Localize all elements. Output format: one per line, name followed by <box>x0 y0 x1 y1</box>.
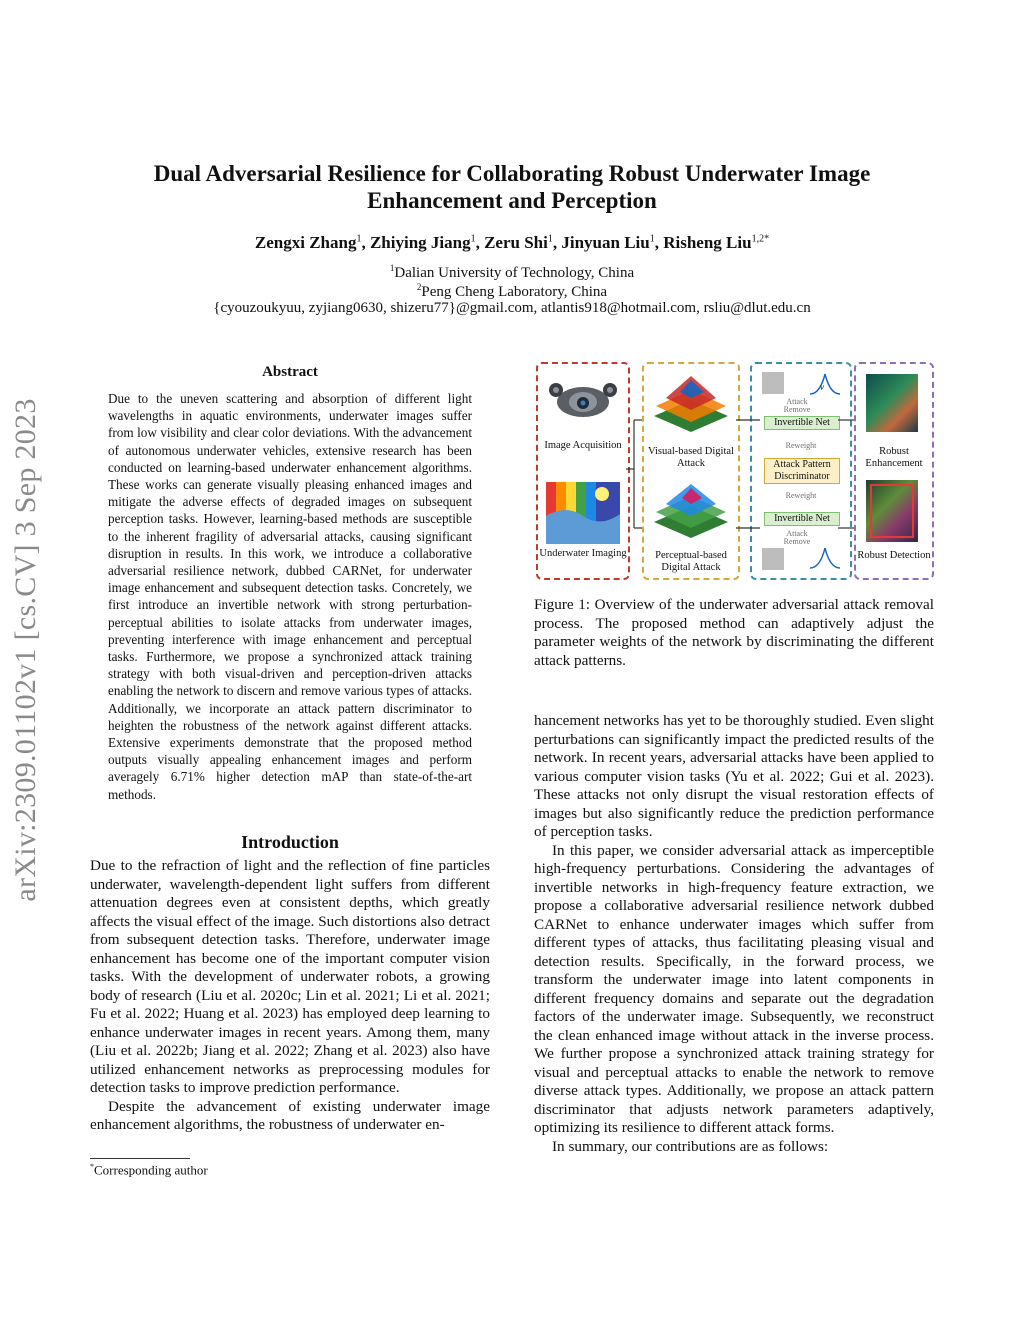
title-line-2: Enhancement and Perception <box>367 188 657 213</box>
abstract-body: Due to the uneven scattering and absorption of different light wavelengths in aquatic environments, underwater images suffer from low visibility and clear color deviations. With the advancement of autonomous underwater vehicles, extensive research has been conducted on learning-based underwater enhancement algorithms. These works can generate visually pleasing enhanced images and mitigate the adverse effects of degraded images on subsequent perception tasks. However, learning-based methods are susceptible to the inherent fragility of adversarial attacks, causing significant disruption in results. In this work, we introduce a collaborative adversarial resilience network, dubbed CARNet, for underwater image enhancement and subsequent detection tasks. Concretely, we first introduce an invertible network with strong perturbation-perceptual abilities to isolate attacks from underwater images, preventing interference with image enhancement and perceptual tasks. Furthermore, we propose a synchronized attack training strategy with both visual-driven and perception-driven attacks enabling the network to discern and remove various types of attacks. Additionally, we incorporate an attack pattern discriminator to heighten the robustness of the network against different attacks. Extensive experiments demonstrate that the proposed method outputs visually appealing enhancement images and perform averagely 6.71% higher detection mAP than state-of-the-art methods. <box>108 391 472 802</box>
author: Zeru Shi$^1$ <box>484 233 553 252</box>
perceptual-attack-label: Perceptual-based Digital Attack <box>655 550 727 573</box>
attack-remove-label-bottom: Attack Remove <box>783 529 811 546</box>
author: Risheng Liu$^{1,2*}$ <box>663 233 770 252</box>
reweight-label-bottom: Reweight <box>785 491 817 500</box>
affiliation-1: $^1$Dalian University of Technology, China <box>389 263 635 281</box>
figure-1-caption: Figure 1: Overview of the underwater adversarial attack removal process. The proposed method can adaptively adjust the parameter weights of the network by discriminating the different attack patterns. <box>534 596 934 669</box>
title-line-1: Dual Adversarial Resilience for Collaborating Robust Underwater Image <box>153 161 871 186</box>
paragraph: Due to the refraction of light and the reflection of fine particles underwater, wavelength-dependent light suffers from different attenuation degrees even at consistent depths, which greatly affects the visual effect of the image. Such distortions also detract from subsequent detection tasks. Therefore, underwater image enhancement has become one of the important computer vision tasks. With the development of underwater robots, a growing body of research (Liu et al. 2020c; Lin et al. 2021; Li et al. 2021; Fu et al. 2022; Huang et al. 2023) has employed deep learning to enhance underwater images in recent years. Among them, many (Liu et al. 2022b; Jiang et al. 2022; Zhang et al. 2023) also have utilized enhancement networks as preprocessing modules for detection tasks to improve prediction performance. <box>90 857 490 1096</box>
attack-remove-label-top: Attack Remove <box>783 397 811 414</box>
paragraph: Despite the advancement of existing underwater image enhancement algorithms, the robustness of underwater en- <box>90 1097 490 1133</box>
v-symbol: v <box>820 382 824 392</box>
author-emails: {cyouzoukyuu, zyjiang0630, shizeru77}@gmail.com, atlantis918@hotmail.com, rsliu@dlut.edu.cn <box>213 300 811 316</box>
right-column-body <box>534 712 934 1156</box>
invertible-net-top: Invertible Net <box>764 416 840 430</box>
author: Zengxi Zhang$^1$ <box>254 233 362 252</box>
robust-enhancement-label: Robust Enhancement <box>865 446 923 469</box>
reweight-label-top: Reweight <box>785 441 817 450</box>
paragraph: hancement networks has yet to be thoroughly studied. Even slight perturbations can significantly impact the predicted results of the network. In recent years, adversarial attacks have been applied to various computer vision tasks (Yu et al. 2022; Gui et al. 2023). These attacks not only disrupt the visual restoration effects of images but also significantly reduce the prediction performance of perception tasks. <box>534 712 934 840</box>
arxiv-stamp <box>0 370 52 930</box>
footnote: *Corresponding author <box>90 1162 208 1178</box>
author: Zhiying Jiang$^1$ <box>369 233 476 252</box>
introduction-heading: Introduction <box>241 832 339 852</box>
image-acquisition-label: Image Acquisition <box>544 440 622 451</box>
abstract-heading: Abstract <box>262 364 318 380</box>
author-list: Zengxi Zhang$^1$, Zhiying Jiang$^1$, Zeru Shi$^1$, Jinyuan Liu$^1$, Risheng Liu$^{1,2*}$ <box>254 233 770 252</box>
attack-pattern-discriminator: Attack Pattern Discriminator <box>764 458 840 484</box>
underwater-imaging-label: Underwater Imaging <box>539 548 627 559</box>
invertible-net-bottom: Invertible Net <box>764 512 840 526</box>
author: Jinyuan Liu$^1$ <box>561 233 655 252</box>
paper-title <box>90 160 934 214</box>
affiliation-2: $^2$Peng Cheng Laboratory, China <box>416 282 608 300</box>
robust-detection-label: Robust Detection <box>857 550 931 561</box>
footnote-rule <box>90 1158 190 1159</box>
paragraph: In summary, our contributions are as follows: <box>552 1137 829 1155</box>
paragraph: In this paper, we consider adversarial attack as imperceptible high-frequency perturbations. Considering the advantages of invertible networks in high-frequency feature extraction, we propose a collaborative adversarial resilience network dubbed CARNet to enhance underwater images which suffer from different types of attacks, thus facilitating pleasing visual and detection results. Specifically, in the forward process, we transform the underwater image into latent components in different frequency domains and separate out the degradation factors of the underwater image. Subsequently, we reconstruct the clean enhanced image without attack in the inverse process. We further propose a synchronized attack training strategy for visual and perceptual attacks to enable the network to remove diverse attack types. Additionally, we propose an attack pattern discriminator that adjusts network parameters adaptively, optimizing its resilience to different attack forms. <box>534 841 934 1136</box>
flow-arrows <box>534 360 934 582</box>
introduction-body <box>90 857 490 1135</box>
visual-attack-label: Visual-based Digital Attack <box>648 446 734 469</box>
figure-1 <box>534 360 934 582</box>
arxiv-id: arXiv:2309.01102v1 [cs.CV] 3 Sep 2023 <box>9 398 42 902</box>
